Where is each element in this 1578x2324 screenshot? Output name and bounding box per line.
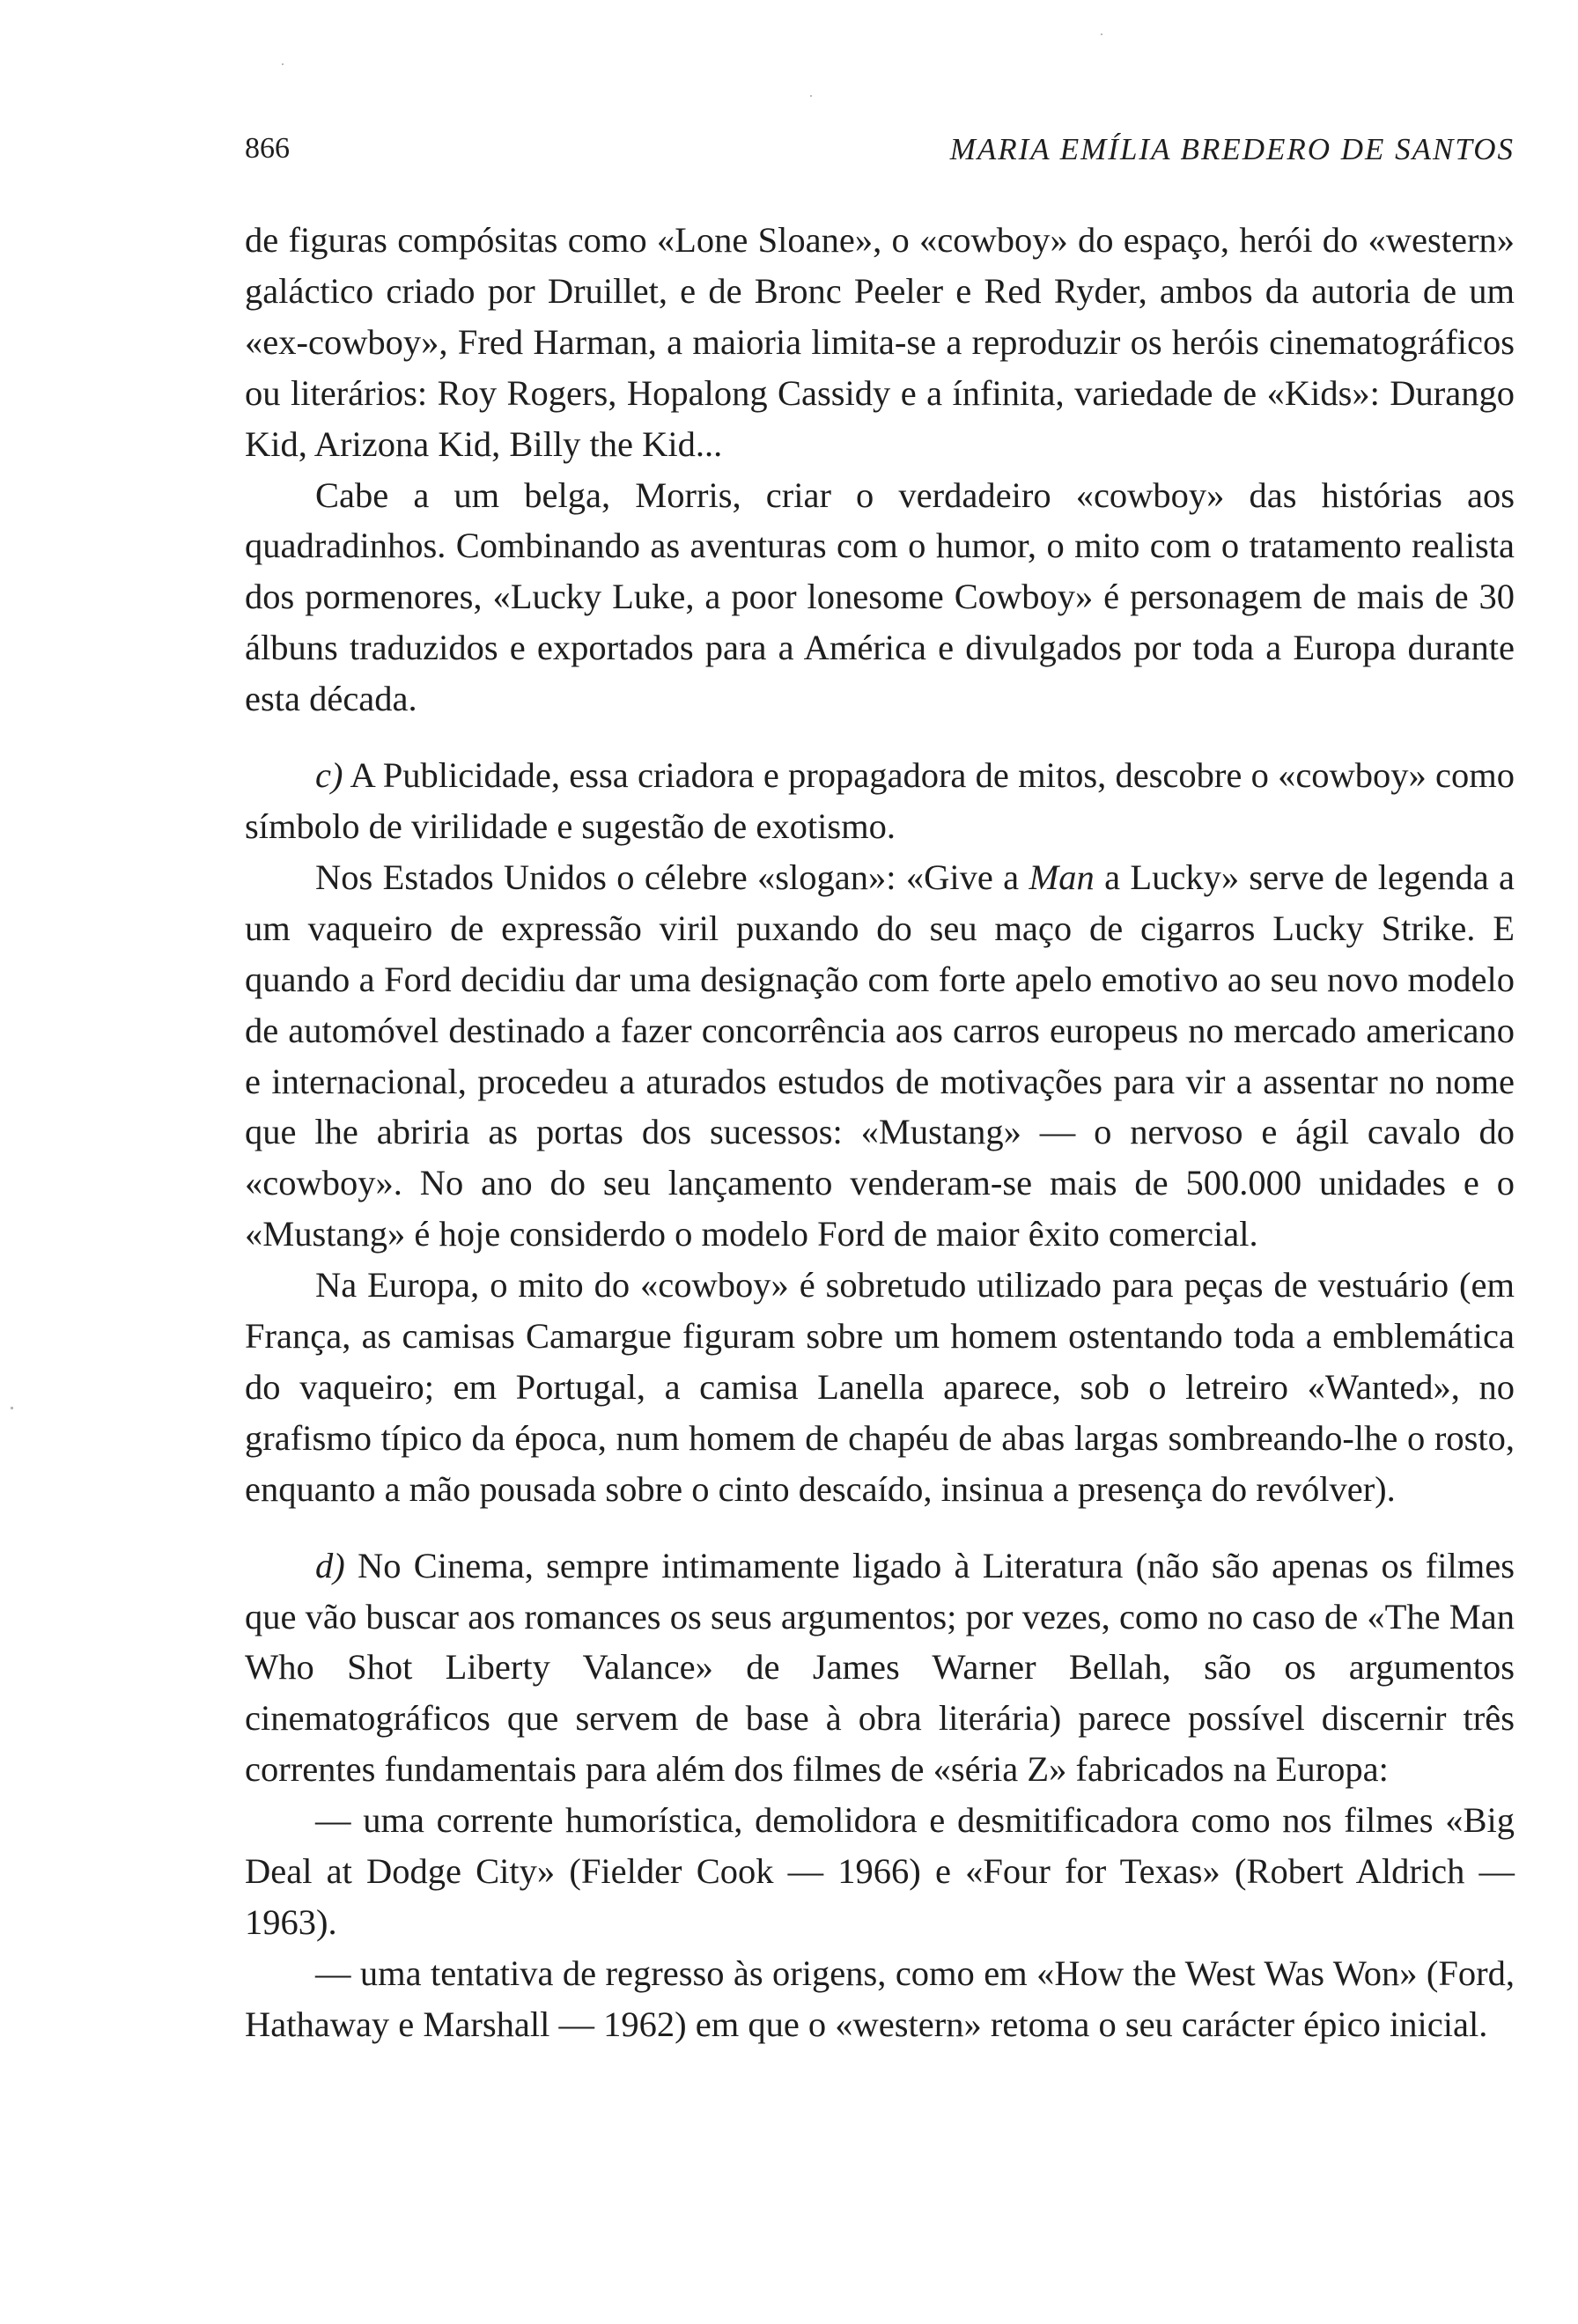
paragraph-comics-heroes: de figuras compósitas como «Lone Sloane», o «cowboy» do espaço, herói do «western» galáctico criado por Druillet, e de Bronc Peeler e Red Ryder, ambos da autoria de um «ex-cowboy», Fred Harman, a maioria limita-se a reproduzir os heróis cinematográficos ou literários: Roy Rogers, Hopalong Cassidy e a ínfinita, variedade de «Kids»: Durango Kid, Arizona Kid, Billy the Kid... — [245, 220, 1515, 464]
scan-speck — [282, 63, 284, 65]
running-head — [245, 132, 1515, 185]
paragraph-lucky-strike-mustang — [245, 852, 1515, 1260]
list-marker-d: d) — [315, 1545, 345, 1585]
page-number: 866 — [245, 132, 290, 165]
list-marker-c: c) — [315, 755, 343, 796]
scan-speck — [810, 95, 812, 97]
paragraph-slogan-text: Nos Estados Unidos o célebre «slogan»: «Give a — [315, 857, 1029, 897]
paragraph-lucky-luke: Cabe a um belga, Morris, criar o verdadeiro «cowboy» das histórias aos quadradinhos. Combinando as aventuras com o humor, o mito com o tratamento realista dos pormenores, «Lucky Luke, a poor lonesome Cowboy» é personagem de mais de 30 álbuns traduzidos e exportados para a América e divulgados por toda a Europa durante esta década. — [245, 474, 1515, 719]
body-text — [245, 215, 1515, 2050]
paragraph-origins-current: — uma tentativa de regresso às origens, como em «How the West Was Won» (Ford, Hathaway e Marshall — 1962) em que o «western» retoma o seu carácter épico inicial. — [245, 1953, 1515, 2044]
paragraph-cinema — [245, 1541, 1515, 1796]
scan-speck — [11, 1407, 13, 1409]
paragraph-mustang-text: a Lucky» serve de legenda a um vaqueiro de expressão viril puxando do seu maço de cigarros Lucky Strike. E quando a Ford decidiu dar uma designação com forte apelo emotivo ao seu novo modelo de automóvel destinado a fazer concorrência aos carros europeus no mercado americano e internacional, procedeu a aturados estudos de motivações para vir a assentar no nome que lhe abriria as portas dos sucessos: «Mustang» — o nervoso e ágil cavalo do «cowboy». No ano do seu lançamento venderam-se mais de 500.000 unidades e o «Mustang» é hoje considerdo o modelo Ford de maior êxito comercial. — [245, 857, 1515, 1254]
author-running-title: MARIA EMÍLIA BREDERO DE SANTOS — [949, 132, 1515, 166]
scan-speck — [1101, 33, 1102, 35]
paragraph-europe-clothing: Na Europa, o mito do «cowboy» é sobretudo utilizado para peças de vestuário (em França, as camisas Camargue figuram sobre um homem ostentando toda a emblemática do vaqueiro; em Portugal, a camisa Lanella aparece, sob o letreiro «Wanted», no grafismo típico da época, num homem de chapéu de abas largas sombreando-lhe o rosto, enquanto a mão pousada sobre o cinto descaído, insinua a presença do revólver). — [245, 1265, 1515, 1509]
emphasis-man: Man — [1029, 857, 1095, 897]
paragraph-advertising-text: A Publicidade, essa criadora e propagadora de mitos, descobre o «cowboy» como símbolo de virilidade e sugestão de exotismo. — [245, 755, 1515, 846]
paragraph-humor-current: — uma corrente humorística, demolidora e desmitificadora como nos filmes «Big Deal at Dodge City» (Fielder Cook — 1966) e «Four for Texas» (Robert Aldrich — 1963). — [245, 1800, 1515, 1942]
paragraph-advertising — [245, 750, 1515, 852]
paragraph-cinema-text: No Cinema, sempre intimamente ligado à Literatura (não são apenas os filmes que vão buscar aos romances os seus argumentos; por vezes, como no caso de «The Man Who Shot Liberty Valance» de James Warner Bellah, são os argumentos cinematográficos que servem de base à obra literária) parece possível discernir três correntes fundamentais para além dos filmes de «séria Z» fabricados na Europa: — [245, 1545, 1515, 1790]
